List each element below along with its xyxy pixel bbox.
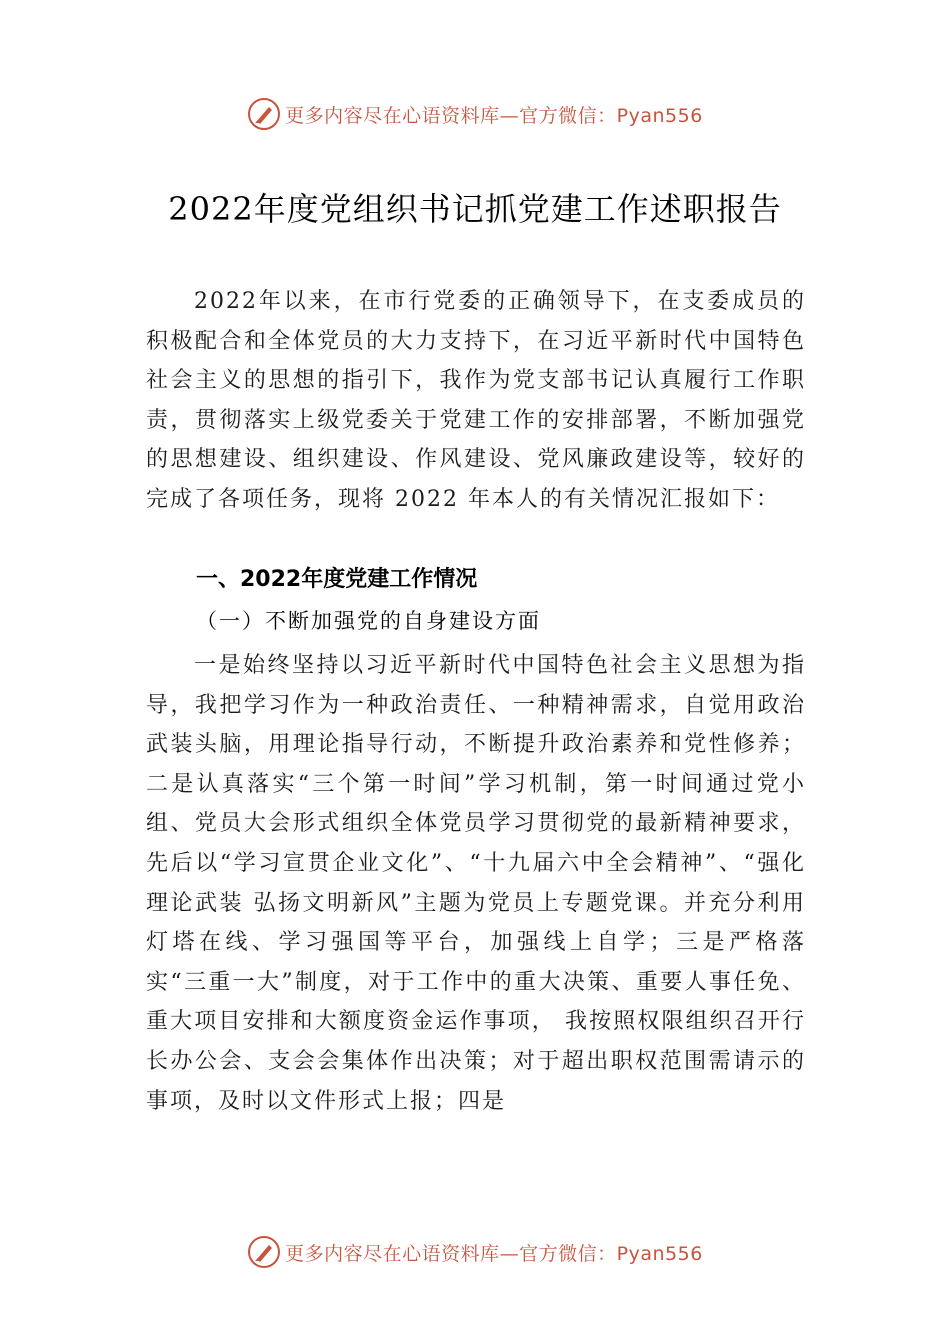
header-watermark <box>0 94 950 134</box>
pen-nib-seal-icon <box>247 1235 281 1269</box>
body-paragraph: 一是始终坚持以习近平新时代中国特色社会主义思想为指导，我把学习作为一种政治责任、一种精神需求，自觉用政治武装头脑，用理论指导行动，不断提升政治素养和党性修养；二是认真落实“三个第一时间”学习机制，第一时间通过党小组、党员大会形式组织全体党员学习贯彻党的最新精神要求，先后以“学习宣贯企业文化”、“十九届六中全会精神”、“强化理论武装 弘扬文明新风”主题为党员上专题党课。并充分利用灯塔在线、学习强国等平台，加强线上自学；三是严格落实“三重一大”制度，对于工作中的重大决策、重要人事任免、重大项目安排和大额度资金运作事项， 我按照权限组织召开行长办公会、支会会集体作出决策；对于超出职权范围需请示的事项，及时以文件形式上报；四是 <box>146 653 806 1114</box>
watermark-text: 更多内容尽在心语资料库—官方微信：Pyan556 <box>285 1242 703 1265</box>
document-title: 2022年度党组织书记抓党建工作述职报告 <box>168 190 782 228</box>
pen-nib-seal-icon <box>247 97 281 131</box>
watermark-text: 更多内容尽在心语资料库—官方微信：Pyan556 <box>285 104 703 127</box>
footer-watermark <box>0 1232 950 1272</box>
section-heading: 一、2022年度党建工作情况 <box>196 567 478 592</box>
subsection-heading: （一）不断加强党的自身建设方面 <box>196 609 541 633</box>
intro-paragraph: 2022年以来，在市行党委的正确领导下，在支委成员的积极配合和全体党员的大力支持下，在习近平新时代中国特色社会主义的思想的指引下，我作为党支部书记认真履行工作职责，贯彻落实上级党委关于党建工作的安排部署，不断加强党的思想建设、组织建设、作风建设、党风廉政建设等，较好的完成了各项任务，现将 2022 年本人的有关情况汇报如下： <box>146 289 806 512</box>
